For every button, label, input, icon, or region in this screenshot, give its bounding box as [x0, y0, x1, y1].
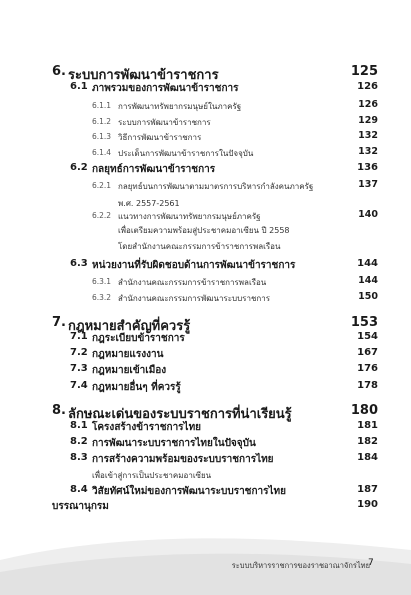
toc-entry-title: แนวทางการพัฒนาทรัพยากรมนุษย์ภาครัฐ: [118, 212, 261, 221]
toc-entry-page: 129: [358, 115, 378, 126]
toc-entry-title: สำนักงานคณะกรรมการพัฒนาระบบราชการ: [118, 294, 271, 303]
toc-entry-number: 6.1.1: [92, 101, 112, 110]
toc-entry-number: 8.: [52, 403, 66, 418]
toc-entry-number: 6.1: [70, 81, 88, 92]
toc-entry-title: หน่วยงานที่รับผิดชอบด้านการพัฒนาข้าราชการ: [92, 260, 296, 271]
toc-entry-page: 187: [357, 484, 378, 495]
toc-entry-number: 8.4: [70, 484, 88, 495]
toc-entry-title: การสร้างความพร้อมของระบบราชการไทย: [92, 454, 274, 465]
toc-entry-title: กฎหมายเข้าเมือง: [92, 365, 167, 376]
toc-entry-title: วิธีการพัฒนาข้าราชการ: [118, 133, 202, 142]
toc-entry-title: ระบบการพัฒนาข้าราชการ: [68, 68, 219, 83]
toc-entry-page: 167: [357, 347, 378, 358]
toc-entry-number: 7.4: [70, 380, 88, 391]
toc-entry-page: 140: [358, 209, 378, 220]
toc-entry-title: กฎระเบียบข้าราชการ: [92, 333, 185, 344]
toc-entry-page: 137: [358, 179, 378, 190]
toc-entry-title: ประเด็นการพัฒนาข้าราชการในปัจจุบัน: [118, 149, 254, 158]
toc-entry-page: 126: [358, 99, 378, 110]
decorative-swoosh: [0, 520, 411, 595]
toc-entry-number: 6.2.2: [92, 211, 112, 220]
toc-entry-title: เพื่อเข้าสู่การเป็นประชาคมอาเซียน: [92, 471, 212, 480]
toc-entry-page: 144: [357, 258, 378, 269]
toc-entry-page: 125: [350, 64, 378, 79]
toc-entry: [0, 499, 411, 519]
toc-entry-title: กฎหมายแรงงาน: [92, 349, 164, 360]
toc-entry-page: 184: [357, 452, 378, 463]
toc-entry-page: 180: [350, 403, 378, 418]
toc-entry-title: กลยุทธ์การพัฒนาข้าราชการ: [92, 164, 216, 175]
toc-entry-title: สำนักงานคณะกรรมการข้าราชการพลเรือน: [118, 278, 267, 287]
toc-entry-number: 6.1.4: [92, 148, 112, 157]
toc-entry-page: 154: [357, 331, 378, 342]
toc-entry-page: 178: [357, 380, 378, 391]
toc-entry-title: กฎหมายสำคัญที่ควรรู้: [68, 319, 191, 334]
page-number: 7: [368, 558, 374, 568]
toc-entry-number: 7.: [52, 315, 66, 330]
toc-entry-number: 6.2: [70, 162, 88, 173]
toc-entry-number: 6.1.3: [92, 132, 112, 141]
toc-entry-page: 132: [358, 146, 378, 157]
toc-entry-page: 182: [357, 436, 378, 447]
toc-entry-page: 176: [357, 363, 378, 374]
toc-entry-title: วิสัยทัศน์ใหม่ของการพัฒนาระบบราชการไทย: [92, 486, 286, 497]
toc-entry-title: โครงสร้างข้าราชการไทย: [92, 422, 202, 433]
toc-entry-title: เพื่อเตรียมความพร้อมสู่ประชาคมอาเซียน ปี 2558: [118, 226, 290, 235]
toc-entry-number: 6.1.2: [92, 117, 112, 126]
toc-entry-number: 8.1: [70, 420, 88, 431]
toc-entry: [0, 81, 411, 101]
toc-entry-page: 153: [350, 315, 378, 330]
toc-entry-title: กลยุทธ์บนการพัฒนาตามมาตรการบริหารกำลังคนภาครัฐ: [118, 182, 314, 191]
toc-entry-page: 136: [357, 162, 378, 173]
toc-entry-page: 190: [357, 499, 378, 510]
toc-entry: [0, 239, 411, 259]
toc-entry-title: กฎหมายอื่นๆ ที่ควรรู้: [92, 382, 181, 393]
toc-entry-page: 150: [358, 291, 378, 302]
toc-entry-page: 132: [358, 130, 378, 141]
toc-entry-title: ลักษณะเด่นของระบบราชการที่น่าเรียนรู้: [68, 407, 292, 422]
toc-entry: [0, 291, 411, 311]
toc-entry-title: บรรณานุกรม: [52, 501, 109, 512]
toc-entry-title: การพัฒนาทรัพยากรมนุษย์ในภาครัฐ: [118, 102, 242, 111]
toc-entry-number: 7.3: [70, 363, 88, 374]
toc-entry-number: 6.: [52, 64, 66, 79]
toc-entry-page: 126: [357, 81, 378, 92]
toc-entry-title: ภาพรวมของการพัฒนาข้าราชการ: [92, 83, 239, 94]
toc-entry-number: 7.2: [70, 347, 88, 358]
toc-entry-title: โดยสำนักงานคณะกรรมการข้าราชการพลเรือน: [118, 242, 281, 251]
toc-entry-number: 6.2.1: [92, 181, 112, 190]
toc-entry-number: 7.1: [70, 331, 88, 342]
toc-entry-number: 6.3: [70, 258, 88, 269]
toc-entry-title: พ.ศ. 2557-2561: [118, 199, 180, 208]
toc-entry-title: การพัฒนาระบบราชการไทยในปัจจุบัน: [92, 438, 256, 449]
toc-entry-title: ระบบการพัฒนาข้าราชการ: [118, 118, 211, 127]
toc-entry-number: 8.3: [70, 452, 88, 463]
toc-entry-page: 181: [357, 420, 378, 431]
toc-entry-number: 8.2: [70, 436, 88, 447]
toc-entry-number: 6.3.2: [92, 293, 112, 302]
toc-entry: [0, 380, 411, 400]
toc-entry-number: 6.3.1: [92, 277, 112, 286]
toc-entry-page: 144: [358, 275, 378, 286]
footer-title: ระบบบริหารราชการของราชอาณาจักรไทย: [231, 561, 370, 570]
